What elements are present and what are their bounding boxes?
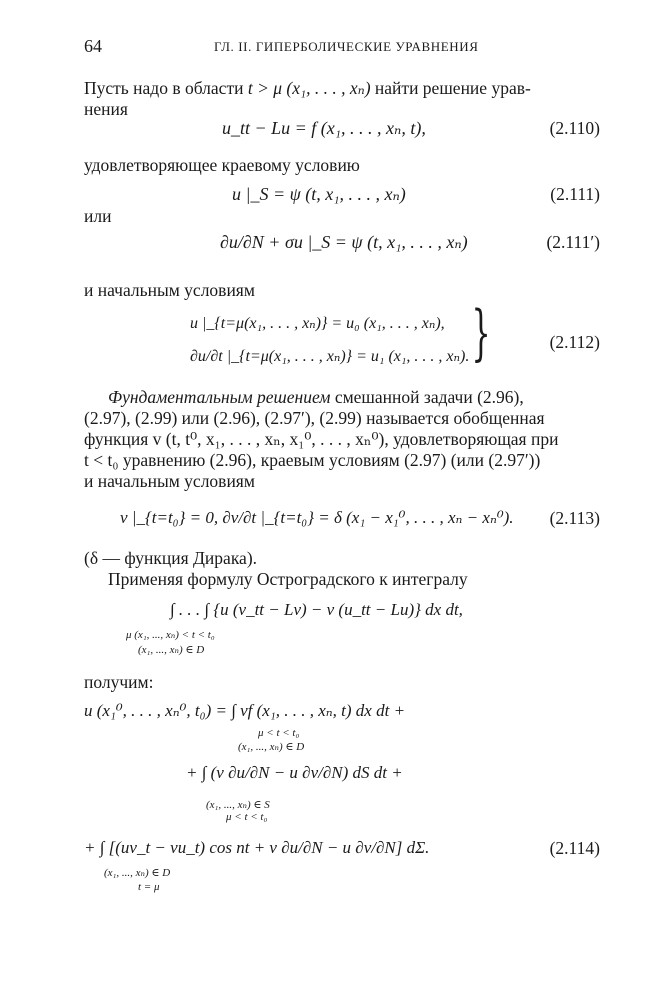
equation-2-111: u |_S = ψ (t, x₁, . . . , xₙ) [232,184,406,204]
paragraph-3: и начальным условиям [84,280,255,300]
term-fundamental-solution: Фундаментальным решением [108,387,331,407]
equation-2-114-line-2-limit-1: (x₁, ..., xₙ) ∈ S [206,799,270,811]
paragraph-5: (δ — функция Дирака). [84,548,258,568]
equation-2-110: u_tt − Lu = f (x₁, . . . , xₙ, t), [222,118,426,138]
paragraph-2: удовлетворяющее краевому условию [84,155,360,175]
equation-2-114-line-1-limit-2: (x₁, ..., xₙ) ∈ D [238,741,305,753]
brace-right: } [471,298,491,368]
paragraph-7: получим: [84,672,154,692]
equation-2-114-line-1-limit-1: μ < t < t₀ [258,727,300,739]
equation-2-114-line-2-limit-2: μ < t < t₀ [226,811,268,823]
running-head: ГЛ. II. ГИПЕРБОЛИЧЕСКИЕ УРАВНЕНИЯ [214,39,479,54]
equation-number-2-113: (2.113) [549,508,600,528]
equation-2-114-line-1: u (x₁⁰, . . . , xₙ⁰, t₀) = ∫ vf (x₁, . . . , xₙ, t) dx dt + [84,701,406,720]
equation-2-114-line-3: + ∫ [(uv_t − vu_t) cos nt + v ∂u/∂N − u ∂v/∂N] dΣ. [84,838,430,857]
paragraph-4-line-1: Фундаментальным решением смешанной задачи (2.96), [108,387,524,407]
paragraph-4-line-3: функция v (t, t⁰, x₁, . . . , xₙ, x₁⁰, . . . , xₙ⁰), удовлетворяющая при [84,429,559,449]
equation-number-2-110: (2.110) [549,118,600,138]
paragraph-4-line-2: (2.97), (2.99) или (2.96), (2.97′), (2.99) называется обобщенная [84,408,545,428]
equation-2-114-line-3-limit-1: (x₁, ..., xₙ) ∈ D [104,867,171,879]
paragraph-1-line-2: нения [84,99,128,119]
equation-2-112-b: ∂u/∂t |_{t=μ(x₁, . . . , xₙ)} = u₁ (x₁, . . . , xₙ). [190,348,470,365]
integral-ostrogradsky: ∫ . . . ∫ {u (v_tt − Lv) − v (u_tt − Lu)} dx dt, [170,600,463,619]
equation-2-114-line-2: + ∫ (v ∂u/∂N − u ∂v/∂N) dS dt + [186,763,403,782]
equation-number-2-112: (2.112) [549,332,600,352]
page-header [84,36,600,60]
equation-2-114-line-3-limit-2: t = μ [138,881,160,893]
equation-number-2-114: (2.114) [549,838,600,858]
equation-2-112-a: u |_{t=μ(x₁, . . . , xₙ)} = u₀ (x₁, . . . , xₙ), [190,315,445,332]
domain-condition: t > μ (x₁, . . . , xₙ) [247,78,371,98]
page-number: 64 [84,36,102,56]
word-or: или [84,206,112,226]
equation-2-111-prime: ∂u/∂N + σu |_S = ψ (t, x₁, . . . , xₙ) [220,232,468,252]
paragraph-4 [84,387,600,492]
integral-limits-2: (x₁, ..., xₙ) ∈ D [138,644,205,656]
equation-number-2-111-prime: (2.111′) [546,232,600,252]
paragraph-6: Применяя формулу Остроградского к интегралу [108,569,468,589]
paragraph-4-line-5: и начальным условиям [84,471,255,491]
paragraph-4-line-4: t < t₀ уравнению (2.96), краевым условиям (2.97) (или (2.97′)) [84,450,541,470]
paragraph-1-line-1: Пусть надо в области t > μ (x₁, . . . , xₙ) найти решение урав- [84,78,531,98]
equation-2-113: v |_{t=t₀} = 0, ∂v/∂t |_{t=t₀} = δ (x₁ − x₁⁰, . . . , xₙ − xₙ⁰). [120,508,514,527]
equation-number-2-111: (2.111) [550,184,600,204]
integral-limits-1: μ (x₁, ..., xₙ) < t < t₀ [126,629,215,641]
